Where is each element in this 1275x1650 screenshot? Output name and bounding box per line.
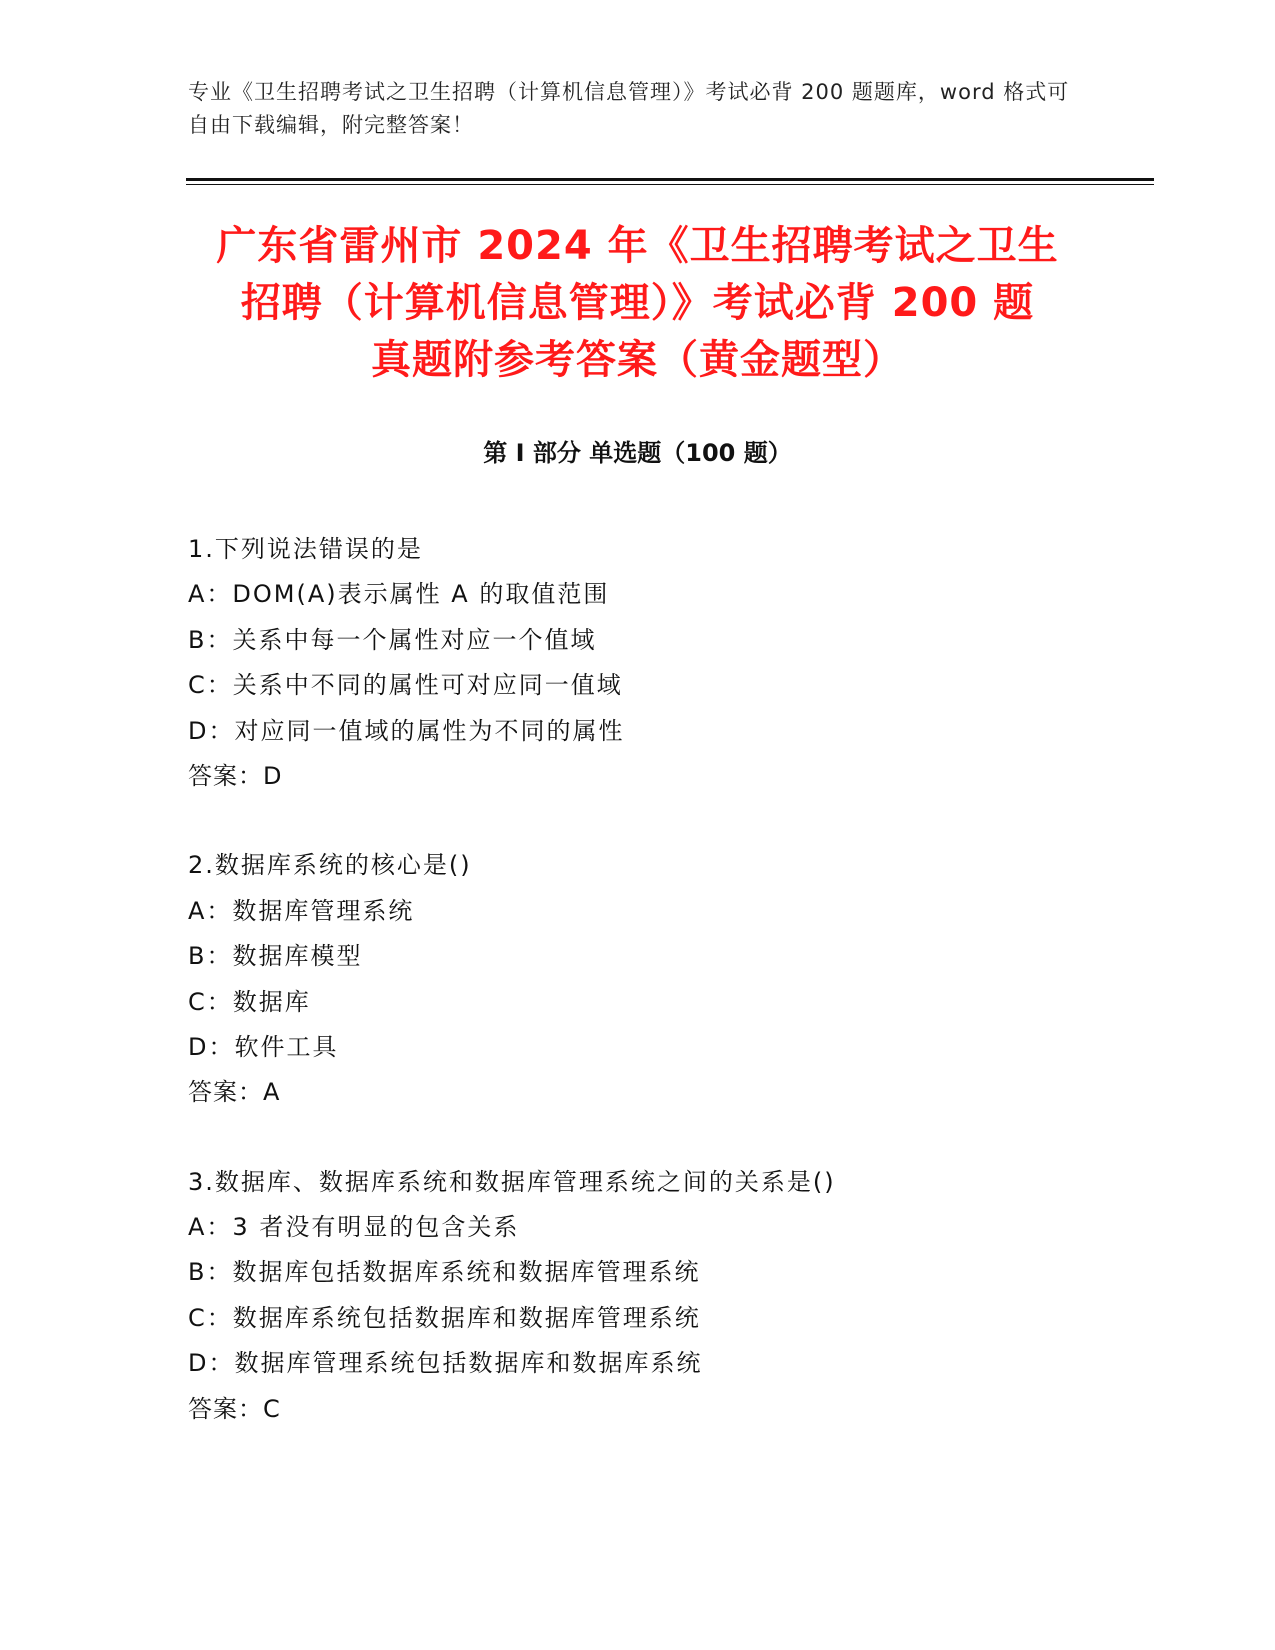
question-list (188, 527, 1168, 1476)
option-a: A：3 者没有明显的包含关系 (188, 1213, 520, 1242)
question-3 (188, 1160, 1168, 1432)
answer: 答案：A (188, 1078, 281, 1107)
option-d: D：数据库管理系统包括数据库和数据库系统 (188, 1349, 703, 1378)
document-header-note: 专业《卫生招聘考试之卫生招聘（计算机信息管理）》考试必背 200 题题库，word 格式可自由下载编辑，附完整答案！ (188, 80, 1070, 137)
question-stem: 3.数据库、数据库系统和数据库管理系统之间的关系是() (188, 1167, 836, 1196)
question-2 (188, 843, 1168, 1115)
document-title-line-1: 广东省雷州市 2024 年《卫生招聘考试之卫生 (216, 223, 1059, 269)
section-title: 第 I 部分 单选题（100 题） (483, 439, 792, 467)
answer: 答案：D (188, 761, 283, 790)
document-title-line-3: 真题附参考答案（黄金题型） (371, 337, 904, 383)
document-title (170, 218, 1105, 389)
header-divider-thick (186, 178, 1154, 181)
option-b: B：数据库模型 (188, 942, 363, 971)
option-c: C：数据库系统包括数据库和数据库管理系统 (188, 1303, 701, 1332)
option-a: A：数据库管理系统 (188, 896, 415, 925)
option-a: A：DOM(A)表示属性 A 的取值范围 (188, 580, 610, 609)
question-stem: 1.下列说法错误的是 (188, 535, 423, 563)
question-stem: 2.数据库系统的核心是() (188, 851, 472, 880)
option-b: B：数据库包括数据库系统和数据库管理系统 (188, 1258, 701, 1287)
option-d: D：软件工具 (188, 1032, 339, 1061)
option-d: D：对应同一值域的属性为不同的属性 (188, 716, 625, 745)
option-b: B：关系中每一个属性对应一个值域 (188, 625, 597, 654)
document-title-line-2: 招聘（计算机信息管理）》考试必背 200 题 (240, 280, 1035, 326)
header-divider-thin (186, 184, 1154, 185)
option-c: C：数据库 (188, 987, 311, 1016)
question-1 (188, 527, 1168, 799)
answer: 答案：C (188, 1394, 281, 1423)
option-c: C：关系中不同的属性可对应同一值域 (188, 671, 623, 700)
